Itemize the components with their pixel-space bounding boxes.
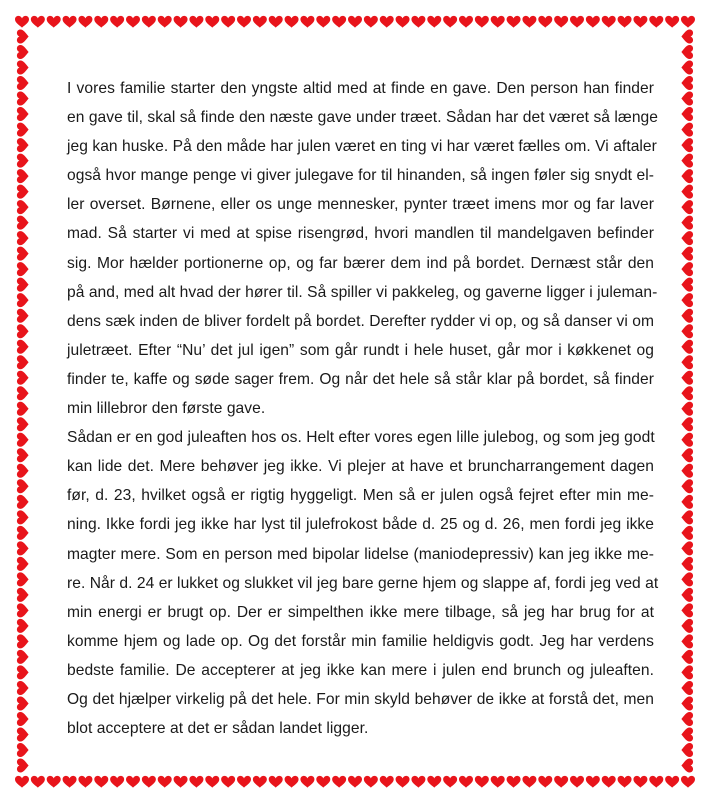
heart-icon bbox=[681, 681, 693, 695]
text-line: komme hjem og lade op. Og det forstår min familie heldigvis godt. Jeg har verdens bbox=[67, 632, 654, 650]
heart-icon bbox=[507, 16, 521, 28]
heart-icon bbox=[681, 464, 693, 478]
heart-icon bbox=[681, 433, 693, 447]
text-line: på and, med alt hvad der hører til. Så spiller vi pakkeleg, og gaverne ligger i juleman- bbox=[67, 283, 658, 301]
heart-icon bbox=[681, 200, 693, 214]
heart-icon bbox=[681, 231, 693, 245]
heart-icon bbox=[681, 247, 693, 261]
heart-icon bbox=[427, 776, 441, 788]
heart-icon bbox=[205, 776, 219, 788]
heart-icon bbox=[17, 386, 29, 400]
heart-icon bbox=[126, 16, 140, 28]
heart-icon bbox=[63, 16, 77, 28]
heart-icon bbox=[221, 16, 235, 28]
letter-text bbox=[67, 74, 659, 743]
heart-icon bbox=[681, 216, 693, 230]
heart-icon bbox=[411, 16, 425, 28]
heart-icon bbox=[17, 681, 29, 695]
heart-icon bbox=[78, 776, 92, 788]
heart-icon bbox=[17, 154, 29, 168]
heart-icon bbox=[681, 557, 693, 571]
heart-icon bbox=[411, 776, 425, 788]
heart-icon bbox=[17, 526, 29, 540]
heart-icon bbox=[17, 45, 29, 59]
heart-icon bbox=[17, 464, 29, 478]
heart-icon bbox=[158, 16, 172, 28]
heart-icon bbox=[17, 619, 29, 633]
heart-icon bbox=[332, 16, 346, 28]
heart-icon bbox=[17, 758, 29, 772]
heart-icon bbox=[17, 665, 29, 679]
heart-icon bbox=[17, 371, 29, 385]
text-line: blot acceptere at det er sådan landet ligger. bbox=[67, 720, 369, 738]
heart-icon bbox=[602, 16, 616, 28]
paragraph bbox=[67, 74, 659, 423]
heart-icon bbox=[237, 776, 251, 788]
heart-icon bbox=[681, 417, 693, 431]
heart-icon bbox=[633, 776, 647, 788]
heart-icon bbox=[681, 758, 693, 772]
heart-icon bbox=[681, 776, 695, 788]
heart-icon bbox=[681, 309, 693, 323]
heart-icon bbox=[681, 16, 695, 28]
text-line: kan lide det. Mere behøver jeg ikke. Vi plejer at have et bruncharrangement dagen bbox=[67, 458, 654, 476]
heart-icon bbox=[681, 262, 693, 276]
heart-icon bbox=[17, 402, 29, 416]
heart-icon bbox=[459, 16, 473, 28]
text-line: sig. Mor hælder portionerne op, og far bærer dem ind på bordet. Dernæst står den bbox=[67, 254, 654, 272]
heart-icon bbox=[443, 16, 457, 28]
text-line: bedste familie. De accepterer at jeg ikke kan mere i julen end brunch og juleaften. bbox=[67, 661, 654, 679]
heart-icon bbox=[285, 16, 299, 28]
heart-icon bbox=[380, 776, 394, 788]
heart-icon bbox=[681, 727, 693, 741]
heart-icon bbox=[285, 776, 299, 788]
heart-icon bbox=[17, 107, 29, 121]
heart-icon bbox=[205, 16, 219, 28]
heart-icon bbox=[681, 479, 693, 493]
heart-icon bbox=[47, 776, 61, 788]
heart-icon bbox=[300, 16, 314, 28]
heart-icon bbox=[522, 776, 536, 788]
heart-icon bbox=[17, 293, 29, 307]
text-line: magter mere. Som en person med bipolar lidelse (maniodepressiv) kan jeg ikke me- bbox=[67, 545, 654, 563]
heart-icon bbox=[17, 572, 29, 586]
heart-icon bbox=[110, 16, 124, 28]
heart-icon bbox=[681, 634, 693, 648]
heart-icon bbox=[348, 16, 362, 28]
heart-icon bbox=[522, 16, 536, 28]
heart-icon bbox=[681, 107, 693, 121]
heart-icon bbox=[63, 776, 77, 788]
heart-icon bbox=[31, 776, 45, 788]
heart-icon bbox=[17, 138, 29, 152]
text-line: mad. Så starter vi med at spise risengrød, hvori mandlen til mandelgaven befinder bbox=[67, 225, 654, 243]
heart-icon bbox=[253, 16, 267, 28]
heart-icon bbox=[316, 776, 330, 788]
heart-icon bbox=[681, 293, 693, 307]
heart-icon bbox=[364, 16, 378, 28]
heart-icon bbox=[17, 231, 29, 245]
heart-icon bbox=[570, 776, 584, 788]
heart-icon bbox=[681, 45, 693, 59]
heart-icon bbox=[47, 16, 61, 28]
heart-icon bbox=[17, 417, 29, 431]
text-line: ler overset. Børnene, eller os unge mennesker, pynter træet imens mor og far laver bbox=[67, 196, 654, 214]
paragraph bbox=[67, 423, 659, 743]
heart-icon bbox=[189, 16, 203, 28]
heart-icon bbox=[269, 16, 283, 28]
heart-icon bbox=[17, 200, 29, 214]
heart-icon bbox=[681, 541, 693, 555]
heart-icon bbox=[681, 448, 693, 462]
heart-icon bbox=[237, 16, 251, 28]
heart-icon bbox=[491, 16, 505, 28]
heart-icon bbox=[681, 324, 693, 338]
heart-icon bbox=[94, 16, 108, 28]
heart-icon bbox=[110, 776, 124, 788]
heart-icon bbox=[94, 776, 108, 788]
heart-icon bbox=[681, 495, 693, 509]
text-line: I vores familie starter den yngste altid med at finde en gave. Den person han finder bbox=[67, 80, 654, 97]
heart-icon bbox=[586, 16, 600, 28]
heart-icon bbox=[17, 727, 29, 741]
heart-icon bbox=[475, 16, 489, 28]
heart-icon bbox=[681, 355, 693, 369]
text-line: re. Når d. 24 er lukket og slukket vil jeg bare gerne hjem og slappe af, fordi jeg ved at bbox=[67, 574, 659, 592]
text-line: ning. Ikke fordi jeg ikke har lyst til julefrokost både d. 25 og d. 26, men fordi jeg ikke bbox=[67, 516, 654, 534]
heart-icon bbox=[142, 776, 156, 788]
heart-icon bbox=[253, 776, 267, 788]
heart-icon bbox=[15, 776, 29, 788]
heart-icon bbox=[649, 16, 663, 28]
text-line: min energi er brugt op. Der er simpelthen ikke mere tilbage, så jeg har brug for at bbox=[67, 603, 654, 621]
text-line: juletræet. Efter “Nu’ det jul igen” som går rundt i hele huset, går mor i køkkenet og bbox=[67, 341, 654, 359]
heart-icon bbox=[17, 76, 29, 90]
heart-icon bbox=[15, 16, 29, 28]
heart-icon bbox=[17, 61, 29, 75]
heart-icon bbox=[17, 92, 29, 106]
heart-icon bbox=[189, 776, 203, 788]
heart-icon bbox=[681, 712, 693, 726]
heart-icon bbox=[681, 278, 693, 292]
heart-icon bbox=[633, 16, 647, 28]
heart-icon bbox=[17, 634, 29, 648]
heart-icon bbox=[681, 185, 693, 199]
heart-icon bbox=[681, 76, 693, 90]
heart-icon bbox=[380, 16, 394, 28]
heart-icon bbox=[17, 448, 29, 462]
heart-icon bbox=[300, 776, 314, 788]
heart-icon bbox=[681, 138, 693, 152]
heart-icon bbox=[17, 510, 29, 524]
heart-icon bbox=[475, 776, 489, 788]
heart-icon bbox=[364, 776, 378, 788]
heart-icon bbox=[78, 16, 92, 28]
heart-icon bbox=[681, 61, 693, 75]
heart-icon bbox=[396, 776, 410, 788]
text-line: Sådan er en god juleaften hos os. Helt efter vores egen lille julebog, og som jeg godt bbox=[67, 429, 655, 447]
heart-icon bbox=[17, 588, 29, 602]
heart-icon bbox=[17, 262, 29, 276]
heart-icon bbox=[681, 92, 693, 106]
text-line: også hvor mange penge vi giver julegave for til hinanden, så ingen føler sig snydt el- bbox=[67, 167, 654, 185]
heart-icon bbox=[17, 247, 29, 261]
heart-icon bbox=[554, 16, 568, 28]
heart-icon bbox=[681, 402, 693, 416]
heart-icon bbox=[427, 16, 441, 28]
text-line: en gave til, skal så finde den næste gave under træet. Sådan har det været så længe bbox=[67, 109, 659, 127]
heart-icon bbox=[17, 278, 29, 292]
heart-icon bbox=[681, 696, 693, 710]
heart-icon bbox=[17, 169, 29, 183]
heart-icon bbox=[17, 696, 29, 710]
heart-icon bbox=[681, 572, 693, 586]
heart-icon bbox=[681, 650, 693, 664]
heart-icon bbox=[348, 776, 362, 788]
heart-icon bbox=[17, 557, 29, 571]
heart-icon bbox=[649, 776, 663, 788]
heart-icon bbox=[665, 776, 679, 788]
heart-icon bbox=[602, 776, 616, 788]
heart-icon bbox=[681, 619, 693, 633]
heart-icon bbox=[17, 712, 29, 726]
heart-icon bbox=[174, 16, 188, 28]
heart-icon bbox=[17, 743, 29, 757]
heart-icon bbox=[17, 541, 29, 555]
heart-icon bbox=[586, 776, 600, 788]
heart-icon bbox=[538, 16, 552, 28]
heart-icon bbox=[17, 324, 29, 338]
heart-icon bbox=[681, 340, 693, 354]
text-line: Og det hjælper virkelig på det hele. For min skyld behøver de ikke at forstå det, men bbox=[67, 690, 654, 708]
heart-icon bbox=[269, 776, 283, 788]
heart-icon bbox=[681, 588, 693, 602]
heart-icon bbox=[681, 603, 693, 617]
text-line: min lillebror den første gave. bbox=[67, 400, 266, 418]
heart-icon bbox=[158, 776, 172, 788]
heart-icon bbox=[17, 340, 29, 354]
heart-icon bbox=[221, 776, 235, 788]
heart-icon bbox=[570, 16, 584, 28]
heart-icon bbox=[17, 355, 29, 369]
heart-icon bbox=[17, 123, 29, 137]
heart-icon bbox=[681, 123, 693, 137]
heart-icon bbox=[681, 526, 693, 540]
heart-icon bbox=[396, 16, 410, 28]
heart-icon bbox=[31, 16, 45, 28]
text-line: jeg kan huske. På den måde har julen været en ting vi har været fælles om. Vi aftaler bbox=[67, 138, 657, 156]
heart-icon bbox=[17, 495, 29, 509]
heart-icon bbox=[681, 510, 693, 524]
heart-icon bbox=[17, 433, 29, 447]
text-line: før, d. 23, hvilket også er rigtig hyggeligt. Men så er julen også fejret efter min me- bbox=[67, 487, 654, 505]
heart-icon bbox=[316, 16, 330, 28]
heart-icon bbox=[17, 650, 29, 664]
heart-icon bbox=[126, 776, 140, 788]
heart-icon bbox=[17, 309, 29, 323]
heart-icon bbox=[681, 386, 693, 400]
heart-icon bbox=[17, 216, 29, 230]
text-line: dens sæk inden de bliver fordelt på bordet. Derefter rydder vi op, og så danser vi om bbox=[67, 312, 654, 330]
heart-icon bbox=[681, 743, 693, 757]
heart-icon bbox=[554, 776, 568, 788]
heart-icon bbox=[17, 30, 29, 44]
heart-icon bbox=[332, 776, 346, 788]
heart-icon bbox=[17, 479, 29, 493]
heart-icon bbox=[174, 776, 188, 788]
heart-icon bbox=[681, 169, 693, 183]
heart-icon bbox=[459, 776, 473, 788]
heart-icon bbox=[681, 371, 693, 385]
heart-icon bbox=[618, 776, 632, 788]
heart-icon bbox=[507, 776, 521, 788]
heart-icon bbox=[17, 185, 29, 199]
heart-icon bbox=[681, 154, 693, 168]
text-line: finder te, kaffe og søde sager frem. Og når det hele så står klar på bordet, så finder bbox=[67, 370, 654, 388]
heart-icon bbox=[491, 776, 505, 788]
heart-icon bbox=[538, 776, 552, 788]
heart-icon bbox=[142, 16, 156, 28]
heart-icon bbox=[681, 665, 693, 679]
heart-icon bbox=[681, 30, 693, 44]
heart-icon bbox=[17, 603, 29, 617]
heart-icon bbox=[665, 16, 679, 28]
heart-icon bbox=[443, 776, 457, 788]
heart-icon bbox=[618, 16, 632, 28]
